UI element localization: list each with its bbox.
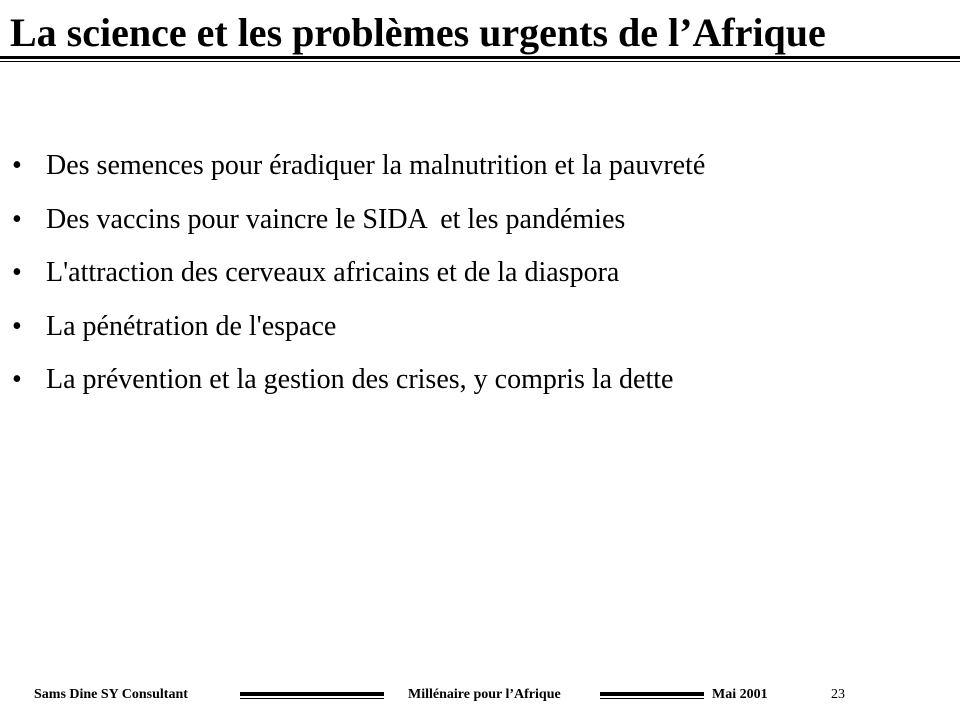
page-number: 23 <box>831 687 845 702</box>
title-underline-thick <box>0 56 960 59</box>
bullet-icon: • <box>12 203 22 235</box>
bullet-icon: • <box>12 150 22 181</box>
footer-author: Sams Dine SY Consultant <box>34 687 188 702</box>
title-underline-thin <box>0 61 960 62</box>
bullet-text: Des vaccins pour vaincre le SIDA et les pandémies <box>46 203 626 235</box>
slide-footer <box>0 684 960 708</box>
footer-divider <box>240 692 384 701</box>
bullet-icon: • <box>12 310 22 342</box>
bullet-icon: • <box>12 364 22 395</box>
footer-date: Mai 2001 <box>712 687 768 702</box>
bullet-icon: • <box>12 257 22 288</box>
footer-event: Millénaire pour l’Afrique <box>408 687 561 702</box>
bullet-text: Des semences pour éradiquer la malnutrition et la pauvreté <box>46 150 706 181</box>
footer-divider <box>600 692 704 701</box>
bullet-text: La prévention et la gestion des crises, y compris la dette <box>46 364 674 395</box>
bullet-text: La pénétration de l'espace <box>46 310 337 342</box>
bullet-text: L'attraction des cerveaux africains et de la diaspora <box>46 257 620 288</box>
slide-title: La science et les problèmes urgents de l’Afrique <box>10 10 826 55</box>
